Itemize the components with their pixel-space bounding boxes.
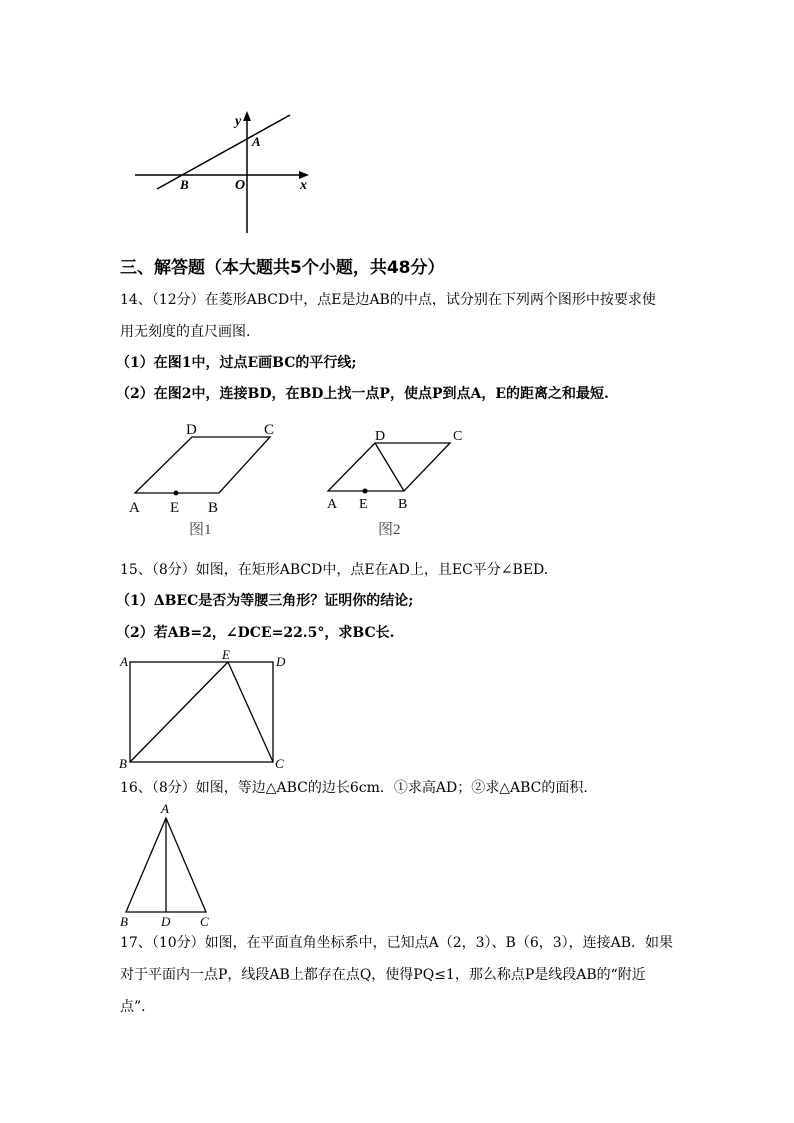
label-x: x [300, 178, 307, 193]
q14-line1: 14、（12分）在菱形ABCD中，点E是边AB的中点，试分别在下列两个图形中按要求使 [120, 292, 656, 308]
point-e-1 [174, 491, 179, 496]
fig1-label-b: B [208, 500, 219, 516]
point-e-2 [363, 489, 368, 494]
rect-label-e: E [222, 648, 230, 662]
label-a: A [252, 134, 261, 149]
label-b: B [180, 177, 189, 192]
fig2-label-e: E [359, 497, 368, 512]
figure-rectangle [115, 648, 295, 773]
figure-triangle [115, 800, 225, 930]
q15-part1: （1）ΔBEC是否为等腰三角形？证明你的结论; [116, 593, 414, 609]
tri-label-c: C [200, 914, 209, 929]
q17-line2: 对于平面内一点P，线段AB上都存在点Q，使得PQ≤1，那么称点P是线段AB的“附近 [120, 967, 646, 983]
fig2-label-c: C [453, 429, 463, 444]
rect-label-a: A [120, 654, 128, 669]
fig2-label-a: A [327, 497, 338, 512]
q14-part2: （2）在图2中，连接BD，在BD上找一点P，使点P到点A，E的距离之和最短. [116, 386, 609, 402]
line-ab [157, 115, 290, 189]
rect-label-c: C [275, 756, 284, 771]
fig1-label-d: D [186, 422, 197, 438]
q17-line3: 点”. [120, 999, 146, 1015]
label-o: O [235, 178, 246, 193]
q14-part1: （1）在图1中，过点E画BC的平行线; [116, 355, 357, 371]
rhombus-1 [135, 437, 270, 493]
q17-line1: 17、（10分）如图，在平面直角坐标系中，已知点A（2，3）、B（6，3），连接AB．如果 [120, 935, 674, 951]
y-axis-arrow [243, 111, 251, 121]
rectangle-abcd [130, 662, 273, 762]
segment-ec [228, 662, 273, 762]
q16-line1: 16、（8分）如图，等边△ABC的边长6cm．①求高AD；②求△ABC的面积. [120, 780, 588, 796]
figure-1-rhombus [125, 418, 295, 543]
rect-label-d: D [276, 654, 286, 669]
figure-2-rhombus [320, 422, 480, 542]
fig2-caption: 图2 [378, 522, 401, 538]
q14-line2: 用无刻度的直尺画图. [120, 324, 251, 340]
q15-line1: 15、（8分）如图，在矩形ABCD中，点E在AD上，且EC平分∠BED. [120, 562, 549, 578]
section-heading: 三、解答题（本大题共5个小题，共48分） [120, 258, 445, 278]
fig2-label-d: D [375, 429, 386, 444]
segment-be [130, 662, 228, 762]
q15-part2: （2）若AB=2，∠DCE=22.5°，求BC长. [116, 625, 395, 641]
rect-label-b: B [119, 756, 127, 771]
tri-label-a: A [161, 801, 169, 816]
fig1-caption: 图1 [189, 522, 212, 538]
diagonal-bd [375, 443, 404, 491]
tri-label-b: B [120, 914, 128, 929]
fig1-label-c: C [264, 422, 275, 438]
fig1-label-e: E [170, 500, 180, 516]
fig1-label-a: A [129, 500, 140, 516]
axes-figure [125, 105, 325, 240]
label-y: y [235, 114, 242, 129]
fig2-label-b: B [398, 497, 408, 512]
tri-label-d: D [161, 914, 171, 929]
